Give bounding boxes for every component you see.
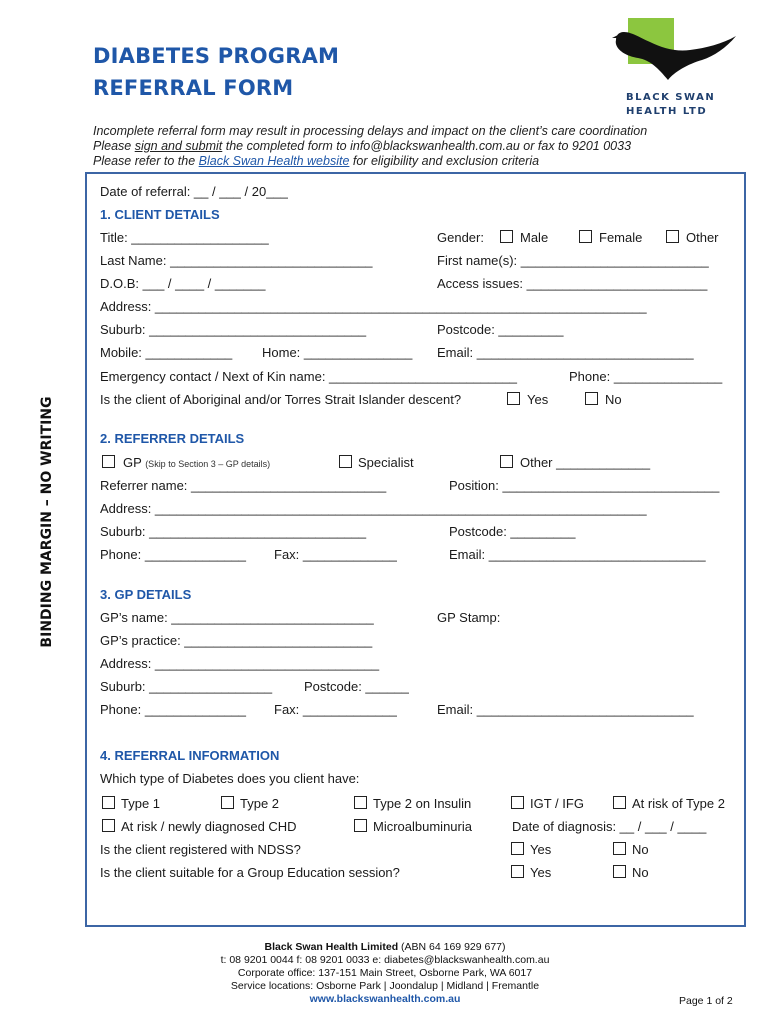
referrer-position-field[interactable]: Position: ______________________________ <box>449 478 720 493</box>
footer-locations: Service locations: Osborne Park | Joondalup | Midland | Fremantle <box>230 980 540 992</box>
black-swan-logo-icon <box>610 18 740 90</box>
diabetes-type-question: Which type of Diabetes does you client have: <box>100 771 360 786</box>
referrer-name-field[interactable]: Referrer name: ___________________________ <box>100 478 387 493</box>
aboriginal-yes-label: Yes <box>527 392 549 407</box>
emergency-phone-field[interactable]: Phone: _______________ <box>569 369 723 384</box>
emergency-contact-field[interactable]: Emergency contact / Next of Kin name: __________________________ <box>100 369 518 384</box>
ndss-yes-label: Yes <box>530 842 552 857</box>
gender-label: Gender: <box>437 230 484 245</box>
referrer-other-field[interactable]: Other _____________ <box>520 455 651 470</box>
client-postcode-field[interactable]: Postcode: _________ <box>437 322 564 337</box>
gender-other-label: Other <box>686 230 719 245</box>
access-issues-field[interactable]: Access issues: _________________________ <box>437 276 708 291</box>
group-yes-checkbox[interactable] <box>511 865 524 878</box>
referrer-other-checkbox[interactable] <box>500 455 513 468</box>
client-mobile-field[interactable]: Mobile: ____________ <box>100 345 233 360</box>
gp-stamp-label: GP Stamp: <box>437 610 501 625</box>
website-link[interactable]: Black Swan Health website <box>198 154 350 168</box>
gender-female-label: Female <box>599 230 643 245</box>
page-number: Page 1 of 2 <box>679 995 733 1007</box>
dob-field[interactable]: D.O.B: ___ / ____ / _______ <box>100 276 266 291</box>
referrer-gp-checkbox[interactable] <box>102 455 115 468</box>
type2-insulin-label: Type 2 on Insulin <box>373 796 472 811</box>
igt-ifg-label: IGT / IFG <box>530 796 584 811</box>
ndss-no-label: No <box>632 842 649 857</box>
logo-text-line1: BLACK SWAN <box>626 92 716 103</box>
client-title-field[interactable]: Title: ___________________ <box>100 230 269 245</box>
intro-line3: Please refer to the Black Swan Health website for eligibility and exclusion criteria <box>93 154 540 168</box>
gp-email-field[interactable]: Email: ______________________________ <box>437 702 694 717</box>
referrer-specialist-checkbox[interactable] <box>339 455 352 468</box>
type2-label: Type 2 <box>240 796 280 811</box>
client-details-heading: 1. CLIENT DETAILS <box>100 207 220 222</box>
group-yes-label: Yes <box>530 865 552 880</box>
footer-contact: t: 08 9201 0044 f: 08 9201 0033 e: diabetes@blackswanhealth.com.au <box>220 954 550 966</box>
referrer-details-heading: 2. REFERRER DETAILS <box>100 431 245 446</box>
logo-text-line2: HEALTH LTD <box>626 106 708 117</box>
ndss-question: Is the client registered with NDSS? <box>100 842 301 857</box>
client-suburb-field[interactable]: Suburb: ______________________________ <box>100 322 367 337</box>
referrer-fax-field[interactable]: Fax: _____________ <box>274 547 397 562</box>
gp-phone-field[interactable]: Phone: ______________ <box>100 702 247 717</box>
gp-address-field[interactable]: Address: _______________________________ <box>100 656 380 671</box>
last-name-field[interactable]: Last Name: ____________________________ <box>100 253 373 268</box>
aboriginal-yes-checkbox[interactable] <box>507 392 520 405</box>
gp-suburb-field[interactable]: Suburb: _________________ <box>100 679 273 694</box>
referrer-specialist-label: Specialist <box>358 455 414 470</box>
referrer-address-field[interactable]: Address: ____________________________________________________________________ <box>100 501 647 516</box>
gp-practice-field[interactable]: GP’s practice: __________________________ <box>100 633 373 648</box>
gender-other-checkbox[interactable] <box>666 230 679 243</box>
aboriginal-no-label: No <box>605 392 622 407</box>
aboriginal-question: Is the client of Aboriginal and/or Torres Strait Islander descent? <box>100 392 462 407</box>
gp-details-heading: 3. GP DETAILS <box>100 587 192 602</box>
type1-label: Type 1 <box>121 796 161 811</box>
gp-name-field[interactable]: GP’s name: ____________________________ <box>100 610 374 625</box>
footer-website[interactable]: www.blackswanhealth.com.au <box>309 993 461 1005</box>
intro-line2: Please sign and submit the completed form to info@blackswanhealth.com.au or fax to 9201 0033 <box>93 139 632 153</box>
group-no-checkbox[interactable] <box>613 865 626 878</box>
gender-male-checkbox[interactable] <box>500 230 513 243</box>
client-email-field[interactable]: Email: ______________________________ <box>437 345 694 360</box>
at-risk-type2-label: At risk of Type 2 <box>632 796 725 811</box>
referrer-gp-label: GP (Skip to Section 3 – GP details) <box>123 455 271 470</box>
referrer-email-field[interactable]: Email: ______________________________ <box>449 547 706 562</box>
microalbuminuria-checkbox[interactable] <box>354 819 367 832</box>
ndss-yes-checkbox[interactable] <box>511 842 524 855</box>
footer-office: Corporate office: 137-151 Main Street, Osborne Park, WA 6017 <box>237 967 533 979</box>
gp-skip-note: (Skip to Section 3 – GP details) <box>145 459 271 469</box>
form-title-line1: DIABETES PROGRAM <box>93 44 340 68</box>
ndss-no-checkbox[interactable] <box>613 842 626 855</box>
referral-information-heading: 4. REFERRAL INFORMATION <box>100 748 280 763</box>
gender-female-checkbox[interactable] <box>579 230 592 243</box>
type2-insulin-checkbox[interactable] <box>354 796 367 809</box>
gp-postcode-field[interactable]: Postcode: ______ <box>304 679 409 694</box>
at-risk-chd-checkbox[interactable] <box>102 819 115 832</box>
microalbuminuria-label: Microalbuminuria <box>373 819 472 834</box>
at-risk-chd-label: At risk / newly diagnosed CHD <box>121 819 297 834</box>
binding-margin-label: BINDING MARGIN – NO WRITING <box>39 396 55 648</box>
gender-male-label: Male <box>520 230 549 245</box>
footer-company: Black Swan Health Limited (ABN 64 169 929 677) <box>264 941 506 953</box>
first-names-field[interactable]: First name(s): __________________________ <box>437 253 709 268</box>
client-address-field[interactable]: Address: ____________________________________________________________________ <box>100 299 647 314</box>
type2-checkbox[interactable] <box>221 796 234 809</box>
referrer-suburb-field[interactable]: Suburb: ______________________________ <box>100 524 367 539</box>
group-education-question: Is the client suitable for a Group Education session? <box>100 865 400 880</box>
group-no-label: No <box>632 865 649 880</box>
date-of-referral-field[interactable]: Date of referral: __ / ___ / 20___ <box>100 184 288 199</box>
type1-checkbox[interactable] <box>102 796 115 809</box>
date-of-diagnosis-field[interactable]: Date of diagnosis: __ / ___ / ____ <box>512 819 707 834</box>
intro-line1: Incomplete referral form may result in processing delays and impact on the client’s care coordination <box>93 124 648 138</box>
form-title-line2: REFERRAL FORM <box>93 76 294 100</box>
aboriginal-no-checkbox[interactable] <box>585 392 598 405</box>
referrer-phone-field[interactable]: Phone: ______________ <box>100 547 247 562</box>
client-home-field[interactable]: Home: _______________ <box>262 345 413 360</box>
gp-fax-field[interactable]: Fax: _____________ <box>274 702 397 717</box>
igt-ifg-checkbox[interactable] <box>511 796 524 809</box>
at-risk-type2-checkbox[interactable] <box>613 796 626 809</box>
referrer-postcode-field[interactable]: Postcode: _________ <box>449 524 576 539</box>
